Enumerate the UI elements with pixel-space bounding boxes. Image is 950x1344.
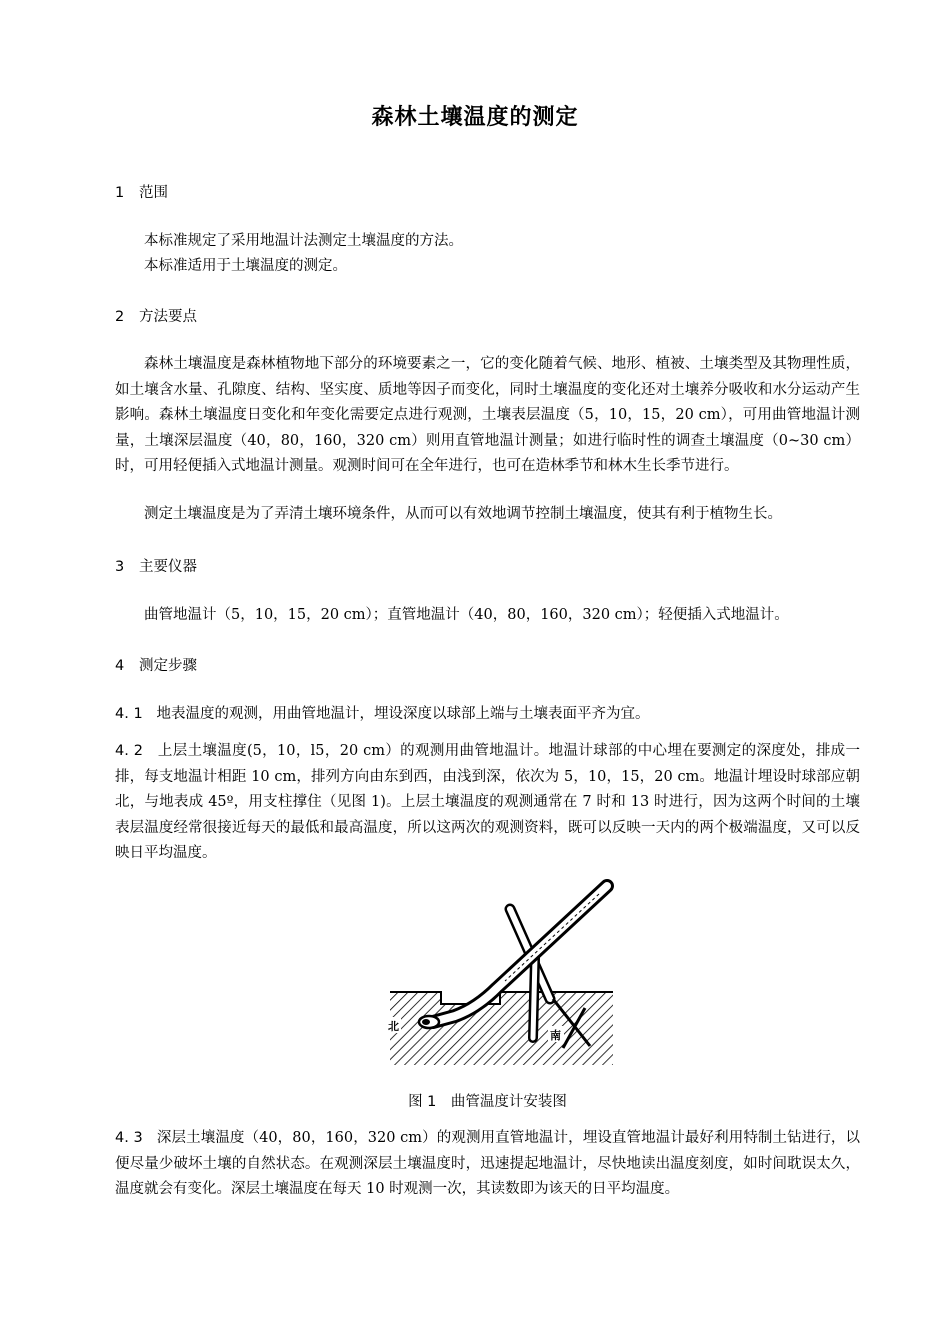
scope-paragraph-1: 本标准规定了采用地温计法测定土壤温度的方法。 [144, 233, 463, 249]
scope-paragraph-2: 本标准适用于土壤温度的测定。 [144, 258, 347, 274]
section-number: 2 [115, 309, 125, 325]
figure-caption: 图 1 曲管温度计安装图 [408, 1094, 567, 1110]
section-title: 方法要点 [139, 309, 197, 325]
procedure-step-4-2 [115, 739, 860, 867]
section-heading-instruments [115, 555, 197, 576]
section-number: 4 [115, 658, 125, 674]
section-heading-scope [115, 181, 168, 202]
page-title: 森林土壤温度的测定 [371, 105, 579, 130]
method-paragraph-2: 测定土壤温度是为了弄清土壤环境条件，从而可以有效地调节控制土壤温度，使其有利于植物生长。 [144, 506, 782, 522]
section-heading-method [115, 305, 197, 326]
south-label: 南 [550, 1029, 561, 1042]
procedure-step-4-1 [115, 702, 860, 728]
north-label: 北 [388, 1020, 399, 1033]
section-number: 1 [115, 185, 125, 201]
section-title: 测定步骤 [139, 658, 197, 674]
section-heading-procedure [115, 654, 197, 675]
step-number: 4. 1 [115, 706, 143, 722]
section-title: 主要仪器 [139, 559, 197, 575]
thermometer-installation-figure [385, 876, 615, 1071]
procedure-step-4-3 [115, 1126, 860, 1203]
soil-hatching [390, 992, 613, 1065]
support-stick-2 [533, 958, 535, 1038]
step-number: 4. 3 [115, 1130, 143, 1146]
step-number: 4. 2 [115, 743, 144, 759]
step-text: 深层土壤温度（40，80，160，320 cm）的观测用直管地温计，埋设直管地温计最好利用特制土钻进行，以便尽量少破坏土壤的自然状态。在观测深层土壤温度时，迅速提起地温计，尽快地读出温度刻度，如时间耽误太久，温度就会有变化。深层土壤温度在每天 10 时观测一次，其读数即为该天的日平均温度。 [115, 1130, 861, 1197]
section-title: 范围 [139, 185, 168, 201]
section-number: 3 [115, 559, 125, 575]
step-text: 上层土壤温度(5，10，l5，20 cm）的观测用曲管地温计。地温计球部的中心埋在要测定的深度处，排成一排，每支地温计相距 10 cm，排列方向由东到西，由浅到深，依次为 5，10，15，20 cm。地温计埋设时球部应朝北，与地表成 45º，用支柱撑住（见图 1)。上层土壤温度的观测通常在 7 时和 13 时进行，因为这两个时间的土壤表层温度经常很接近每天的最低和最高温度，所以这两次的观测资料，既可以反映一天内的两个极端温度，又可以反映日平均温度。 [115, 743, 861, 861]
method-paragraph-1: 森林土壤温度是森林植物地下部分的环境要素之一，它的变化随着气候、地形、植被、土壤类型及其物理性质，如土壤含水量、孔隙度、结构、坚实度、质地等因子而变化，同时土壤温度的变化还对土壤养分吸收和水分运动产生影响。森林土壤温度日变化和年变化需要定点进行观测，土壤表层温度（5，10，15，20 cm），可用曲管地温计测量，土壤深层温度（40，80，160，320 cm）则用直管地温计测量；如进行临时性的调查土壤温度（0~30 cm）时，可用轻便插入式地温计测量。观测时间可在全年进行，也可在造林季节和林木生长季节进行。 [115, 356, 860, 474]
instruments-paragraph: 曲管地温计（5，10，15，20 cm）；直管地温计（40，80，160，320 cm）；轻便插入式地温计。 [144, 607, 789, 623]
step-text: 地表温度的观测，用曲管地温计，埋设深度以球部上端与土壤表面平齐为宜。 [156, 706, 650, 722]
